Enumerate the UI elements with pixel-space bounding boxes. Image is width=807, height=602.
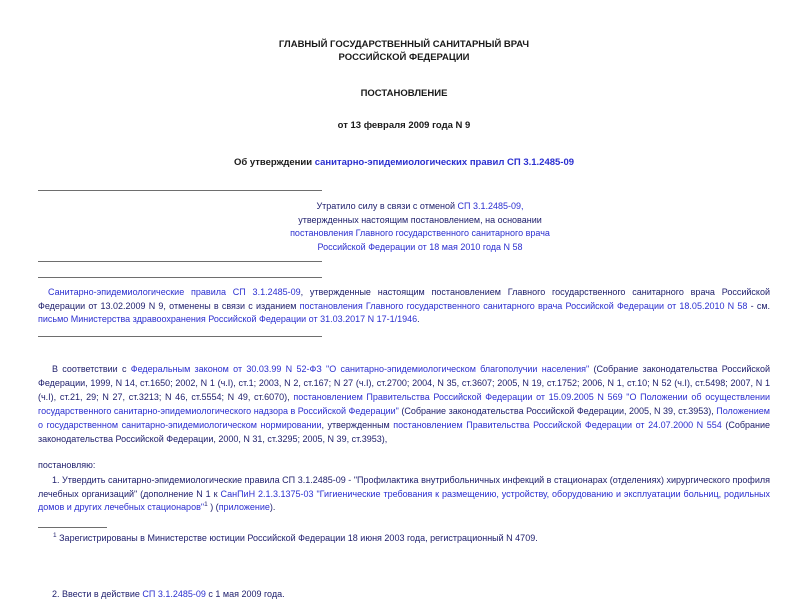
annulment-note-line bbox=[70, 227, 770, 241]
doc-link[interactable]: СП 3.1.2485-09, bbox=[457, 201, 524, 211]
doc-text: Об утверждении bbox=[233, 157, 315, 168]
annulment-note-line bbox=[70, 241, 770, 255]
separator-line bbox=[38, 190, 322, 191]
doc-text: ) ( bbox=[207, 502, 219, 512]
doc-text: . bbox=[417, 314, 420, 324]
doc-text: В соответствии с bbox=[52, 363, 131, 374]
doc-link[interactable]: постановления Главного государственного санитарного врача Российской Федерации от 18.05.2010 N 58 bbox=[299, 300, 748, 311]
doc-date: от 13 февраля 2009 года N 9 bbox=[337, 120, 471, 131]
preamble-paragraph bbox=[38, 362, 770, 446]
annulment-note bbox=[70, 200, 770, 254]
doc-text: утвержденных настоящим постановлением, на основании bbox=[298, 214, 542, 225]
doc-text: (Собрание законодательства Российской Федерации, 2000, N 31, ст.3295; 2005, N 39, ст.3953), bbox=[38, 419, 770, 444]
doc-text: Утратило силу в связи с отменой bbox=[316, 201, 458, 211]
doc-header-org-line2: РОССИЙСКОЙ ФЕДЕРАЦИИ bbox=[338, 52, 470, 63]
doc-header-org-line1: ГЛАВНЫЙ ГОСУДАРСТВЕННЫЙ САНИТАРНЫЙ ВРАЧ bbox=[278, 39, 530, 50]
separator-line bbox=[38, 261, 322, 262]
doc-text: с 1 мая 2009 года. bbox=[205, 589, 285, 599]
cancellation-note bbox=[38, 286, 770, 327]
item-1-paragraph bbox=[38, 474, 770, 515]
doc-text: ). bbox=[269, 502, 276, 512]
footnote-separator-line bbox=[38, 527, 107, 528]
doc-link[interactable]: постановлением Правительства Российской Федерации от 24.07.2000 N 554 bbox=[393, 419, 722, 430]
item-2-paragraph bbox=[38, 588, 770, 602]
footnote bbox=[38, 532, 770, 546]
doc-text: Зарегистрированы в Министерстве юстиции Российской Федерации 18 июня 2003 года, регистрационный N 4709. bbox=[56, 532, 538, 543]
annulment-note-line bbox=[70, 200, 770, 214]
doc-link[interactable]: Российской Федерации от 18 мая 2010 года N 58 bbox=[317, 241, 523, 252]
doc-text: 1 bbox=[53, 531, 57, 539]
doc-text: (Собрание законодательства Российской Федерации, 1999, N 14, ст.1650; 2002, N 1 (ч.I), ст.1; 2003, N 2, ст.167; N 27 (ч.I), ст.2700; 2004, N 35, ст.3607; 2005, N 19, ст.1752; 2006, N 1, ст.10; N 52 (ч.I), ст.5498; 2007, N 1 (ч.I), ст.21, 29; N 27, ст.3213; N 46, ст.5554; N 49, ст.6070), bbox=[38, 363, 770, 402]
annulment-note-line bbox=[70, 214, 770, 228]
doc-text: (Собрание законодательства Российской Федерации, 2005, N 39, ст.3953), bbox=[398, 405, 717, 416]
doc-link[interactable]: санитарно-эпидемиологических правил СП 3.1.2485-09 bbox=[314, 157, 575, 168]
doc-text: 1. Утвердить санитарно-эпидемиологические правила СП 3.1.2485-09 - "Профилактика внутрибольничных инфекций в стационарах (отделениях) хирургического профиля лечебных организаций" (дополнение N 1 к bbox=[38, 475, 770, 499]
doc-link[interactable]: постановлением Правительства Российской Федерации от 15.09.2005 N 569 "О Положении об осуществлении государственного санитарно-эпидемиологического надзора в Российской Федерации" bbox=[38, 391, 770, 416]
doc-link[interactable]: Федеральным законом от 30.03.99 N 52-ФЗ "О санитарно-эпидемиологическом благополучии населения" bbox=[130, 363, 590, 374]
resolve-word: постановляю: bbox=[38, 459, 96, 470]
doc-link[interactable]: Положением о государственном санитарно-эпидемиологическом нормировании bbox=[38, 405, 770, 430]
doc-link[interactable]: письмо Министерства здравоохранения Российской Федерации от 31.03.2017 N 17-1/1946 bbox=[38, 314, 418, 324]
doc-link[interactable]: СП 3.1.2485-09 bbox=[142, 589, 206, 599]
doc-type: ПОСТАНОВЛЕНИЕ bbox=[360, 88, 448, 99]
doc-title bbox=[38, 156, 770, 169]
doc-text: , утвержденные настоящим постановлением Главного государственного санитарного врача Российской Федерации от 13.02.2009 N 9, отменены в связи с изданием bbox=[38, 287, 770, 311]
doc-link[interactable]: СанПиН 2.1.3.1375-03 "Гигиенические требования к размещению, устройству, оборудованию и эксплуатации больниц, родильных домов и других лечебных стационаров" bbox=[38, 488, 771, 512]
doc-link[interactable]: приложение bbox=[218, 502, 270, 512]
doc-text: 1 bbox=[204, 501, 208, 508]
doc-text: - см. bbox=[747, 300, 771, 311]
doc-link[interactable]: Санитарно-эпидемиологические правила СП 3.1.2485-09 bbox=[48, 287, 301, 297]
doc-text: 2. Ввести в действие bbox=[52, 589, 143, 599]
doc-text: , утвержденным bbox=[321, 419, 394, 430]
doc-link[interactable]: постановления Главного государственного санитарного врача bbox=[290, 228, 550, 238]
separator-line bbox=[38, 336, 322, 337]
separator-line bbox=[38, 277, 322, 278]
doc-header-org bbox=[38, 38, 770, 64]
